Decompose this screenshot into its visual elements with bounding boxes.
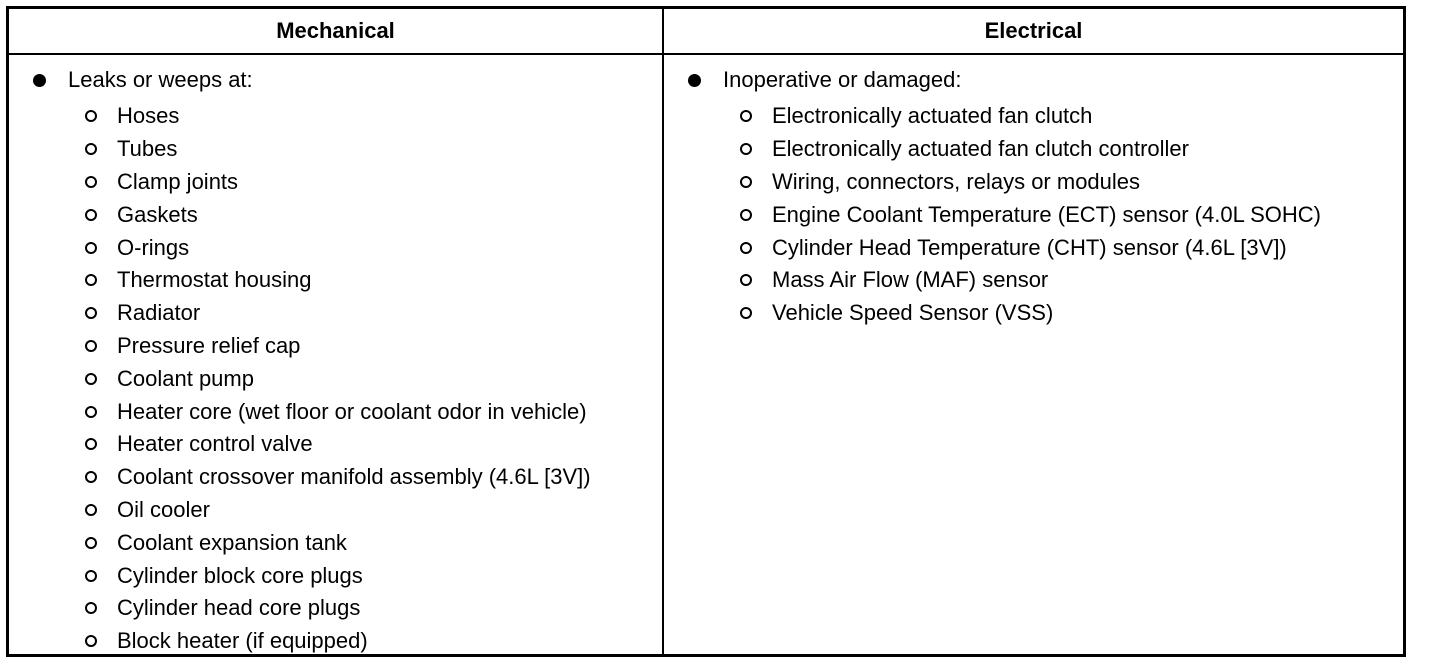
- mechanical-item-text: Radiator: [117, 300, 201, 326]
- mechanical-item: [85, 395, 591, 428]
- mechanical-item: [85, 625, 591, 658]
- electrical-item-text: Vehicle Speed Sensor (VSS): [772, 300, 1054, 326]
- open-bullet-icon: [740, 274, 752, 286]
- mechanical-lead-text: Leaks or weeps at:: [68, 67, 253, 92]
- mechanical-item-text: Gaskets: [117, 201, 198, 227]
- open-bullet-icon: [740, 176, 752, 188]
- mechanical-item: [85, 166, 591, 199]
- electrical-item-text: Engine Coolant Temperature (ECT) sensor (4.0L SOHC): [772, 201, 1322, 227]
- mechanical-item-text: Coolant crossover manifold assembly (4.6L [3V]): [117, 464, 591, 490]
- mechanical-item: [85, 494, 591, 527]
- mechanical-item-text: Heater core (wet floor or coolant odor in vehicle): [117, 398, 587, 424]
- electrical-item-text: Cylinder Head Temperature (CHT) sensor (4.6L [3V]): [772, 234, 1287, 260]
- electrical-item: [740, 100, 1321, 133]
- electrical-item-text: Electronically actuated fan clutch: [772, 103, 1093, 129]
- mechanical-cell: [9, 55, 664, 654]
- open-bullet-icon: [85, 340, 97, 352]
- mechanical-item: [85, 461, 591, 494]
- open-bullet-icon: [85, 471, 97, 483]
- mechanical-item-text: Hoses: [117, 103, 180, 129]
- electrical-item: [740, 231, 1321, 264]
- mechanical-item-text: Cylinder block core plugs: [117, 562, 363, 588]
- filled-bullet-icon: [688, 74, 701, 87]
- electrical-item-list: [740, 100, 1321, 330]
- open-bullet-icon: [85, 209, 97, 221]
- open-bullet-icon: [85, 406, 97, 418]
- open-bullet-icon: [740, 307, 752, 319]
- mechanical-item-text: Block heater (if equipped): [117, 628, 368, 654]
- mechanical-item-text: Heater control valve: [117, 431, 313, 457]
- mechanical-item: [85, 231, 591, 264]
- open-bullet-icon: [85, 242, 97, 254]
- mechanical-item: [85, 428, 591, 461]
- mechanical-item: [85, 362, 591, 395]
- mechanical-lead-row: [33, 67, 253, 93]
- open-bullet-icon: [740, 209, 752, 221]
- open-bullet-icon: [85, 143, 97, 155]
- open-bullet-icon: [85, 537, 97, 549]
- filled-bullet-icon: [33, 74, 46, 87]
- electrical-item-text: Mass Air Flow (MAF) sensor: [772, 267, 1049, 293]
- mechanical-item-text: Pressure relief cap: [117, 332, 301, 358]
- mechanical-item: [85, 330, 591, 363]
- electrical-lead-text: Inoperative or damaged:: [723, 67, 962, 92]
- electrical-item: [740, 264, 1321, 297]
- open-bullet-icon: [85, 110, 97, 122]
- mechanical-item-list: [85, 100, 591, 658]
- open-bullet-icon: [740, 110, 752, 122]
- mechanical-item: [85, 592, 591, 625]
- mechanical-item-text: Clamp joints: [117, 168, 239, 194]
- open-bullet-icon: [85, 274, 97, 286]
- open-bullet-icon: [85, 438, 97, 450]
- electrical-header: Electrical: [664, 9, 1403, 55]
- mechanical-item: [85, 297, 591, 330]
- electrical-item-text: Wiring, connectors, relays or modules: [772, 168, 1141, 194]
- mechanical-item: [85, 133, 591, 166]
- electrical-cell: [664, 55, 1403, 654]
- mechanical-item: [85, 559, 591, 592]
- open-bullet-icon: [85, 635, 97, 647]
- electrical-item: [740, 166, 1321, 199]
- open-bullet-icon: [85, 373, 97, 385]
- electrical-lead-row: [688, 67, 962, 93]
- open-bullet-icon: [85, 176, 97, 188]
- mechanical-item-text: Tubes: [117, 136, 178, 162]
- mechanical-item-text: Thermostat housing: [117, 267, 312, 293]
- open-bullet-icon: [740, 143, 752, 155]
- mechanical-item-text: O-rings: [117, 234, 190, 260]
- open-bullet-icon: [85, 504, 97, 516]
- electrical-item: [740, 198, 1321, 231]
- mechanical-item-text: Coolant expansion tank: [117, 529, 347, 555]
- open-bullet-icon: [85, 570, 97, 582]
- mechanical-item: [85, 100, 591, 133]
- electrical-item: [740, 297, 1321, 330]
- mechanical-item-text: Oil cooler: [117, 496, 210, 522]
- mechanical-item: [85, 198, 591, 231]
- mechanical-item-text: Coolant pump: [117, 365, 254, 391]
- mechanical-header: Mechanical: [9, 9, 664, 55]
- mechanical-item-text: Cylinder head core plugs: [117, 595, 361, 621]
- open-bullet-icon: [85, 307, 97, 319]
- electrical-item-text: Electronically actuated fan clutch controller: [772, 136, 1189, 162]
- open-bullet-icon: [740, 242, 752, 254]
- mechanical-item: [85, 264, 591, 297]
- electrical-item: [740, 133, 1321, 166]
- visual-inspection-table: [6, 6, 1406, 657]
- open-bullet-icon: [85, 602, 97, 614]
- mechanical-item: [85, 526, 591, 559]
